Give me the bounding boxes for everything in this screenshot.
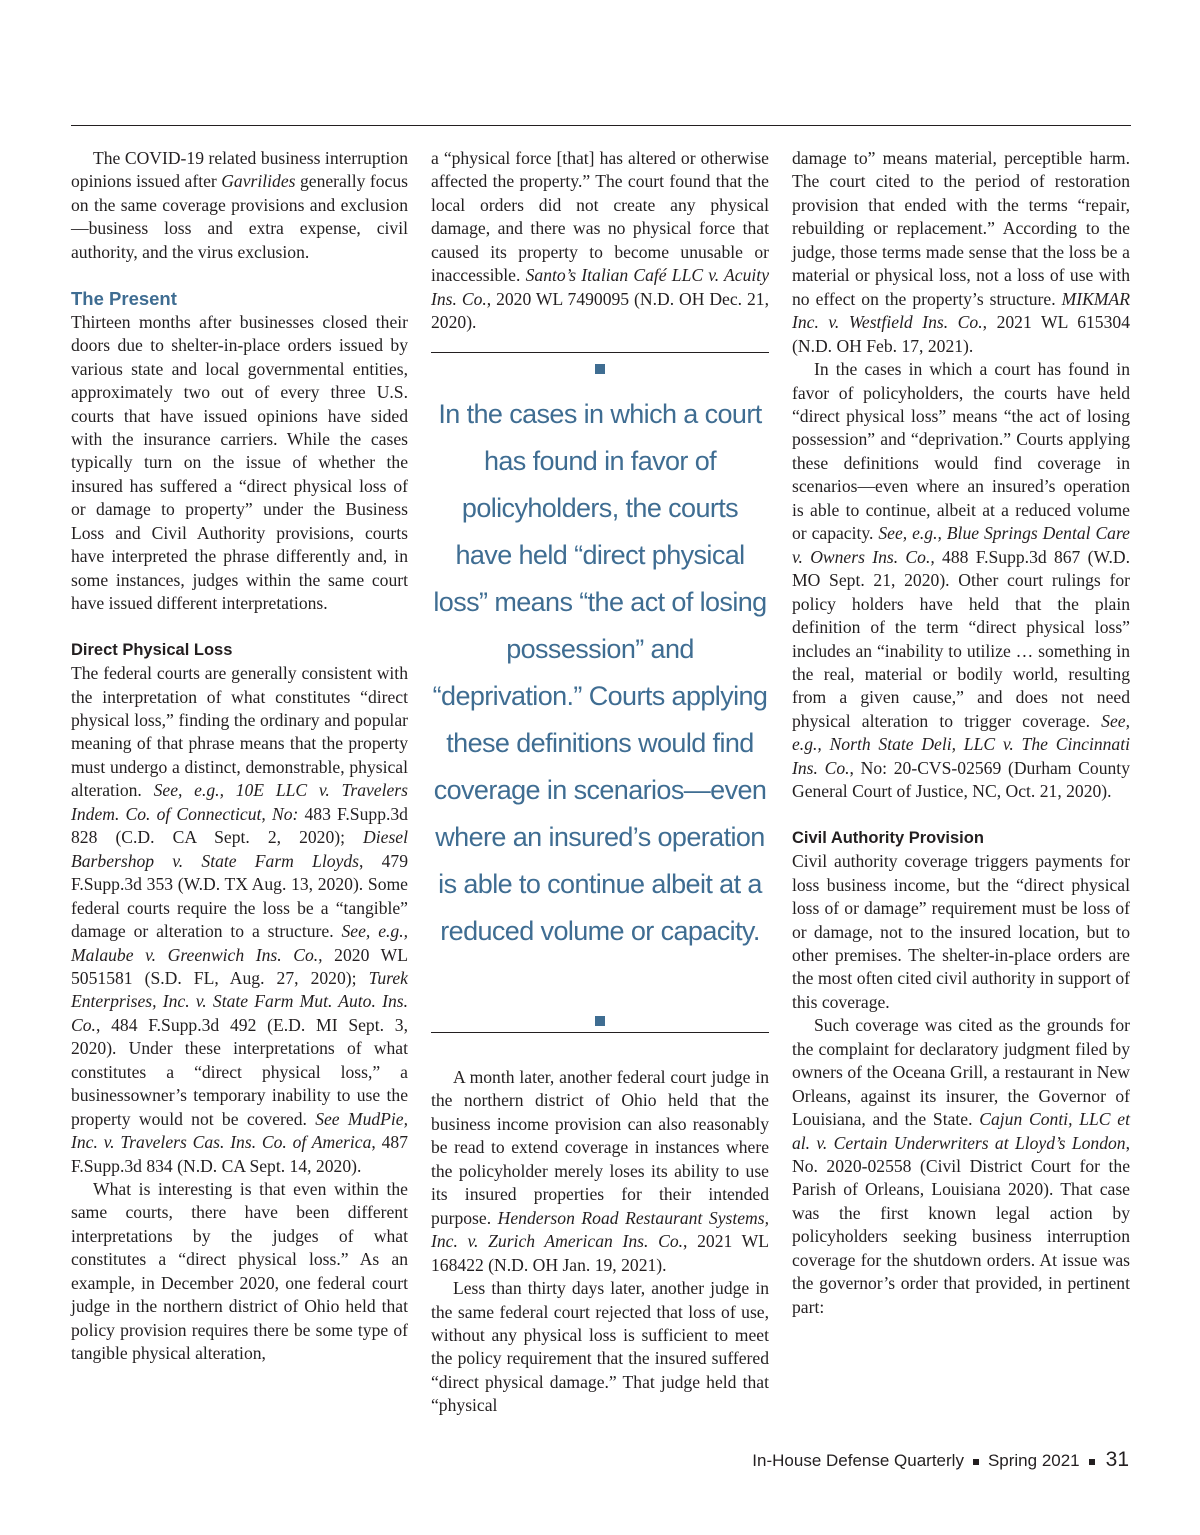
- pull-quote-bottom-rule: [431, 1032, 769, 1033]
- pull-quote-top-square-icon: [595, 364, 605, 374]
- top-rule: [71, 125, 1131, 126]
- column-1: [71, 147, 408, 1366]
- subheading-direct-physical-loss: Direct Physical Loss: [71, 640, 233, 659]
- favor-of-policyholders-paragraph: In the cases in which a court has found in favor of policyholders, the courts have held “direct physical loss” means “the act of losing possession” and “deprivation.” Courts applying these definitions would find coverage in scenarios—even where an insured’s operation is able to continue, albeit at a reduced volume or capacity. See, e.g., Blue Springs Dental Care v. Owners Ins. Co., 488 F.Supp.3d 867 (W.D. MO Sept. 21, 2020). Other court rulings for policy holders have held that the plain definition of the term “direct physical loss” includes an “inability to utilize … something in the real, material or bodily world, resulting from a given cause,” and does not need physical alteration to trigger coverage. See, e.g., North State Deli, LLC v. The Cincinnati Ins. Co., No: 20-CVS-02569 (Durham County General Court of Justice, NC, Oct. 21, 2020).: [792, 359, 1130, 802]
- pull-quote-top-rule: [431, 352, 769, 353]
- pull-quote: [431, 352, 769, 1032]
- such-coverage-paragraph: Such coverage was cited as the grounds for the complaint for declaratory judgment filed by owners of the Oceana Grill, a restaurant in New Orleans, against its insurer, the Governor of Louisiana, and the State. Cajun Conti, LLC et al. v. Certain Underwriters at Lloyd’s London, No. 2020-02558 (Civil District Court for the Parish of Orleans, Louisiana 2020). That case was the first known legal action by policyholders seeking business interruption coverage for the shutdown orders. At issue was the governor’s order that provided, in pertinent part:: [792, 1015, 1130, 1317]
- publication-name: In-House Defense Quarterly: [752, 1451, 964, 1470]
- continued-paragraph: a “physical force [that] has altered or otherwise affected the property.” The court found that the local orders did not create any physical damage, and there was no physical force that caused its property to become unusable or inaccessible. Santo’s Italian Café LLC v. Acuity Ins. Co., 2020 WL 7490095 (N.D. OH Dec. 21, 2020).: [431, 148, 769, 333]
- page-number: 31: [1105, 1448, 1129, 1471]
- month-later-paragraph: A month later, another federal court judge in the northern district of Ohio held that the business income provision can also reasonably be read to extend coverage in instances where the policyholder merely loses its ability to use its insured properties for their intended purpose. Henderson Road Restaurant Systems, Inc. v. Zurich American Ins. Co., 2021 WL 168422 (N.D. OH Jan. 19, 2021).: [431, 1067, 770, 1275]
- present-paragraph: Thirteen months after businesses closed their doors due to shelter-in-place orders issued by various state and local governmental entities, approximately two out of every three U.S. courts that have issued opinions have sided with the insurance carriers. While the cases typically turn on the issue of whether the insured has suffered a “direct physical loss of or damage to property” under the Business Loss and Civil Authority provisions, courts have interpreted the phrase differently and, in some instances, judges within the same court have issued different interpretations.: [71, 311, 408, 614]
- pull-quote-bottom-square-icon: [595, 1016, 605, 1026]
- direct-physical-loss-paragraph: The federal courts are generally consistent with the interpretation of what constitutes “direct physical loss,” finding the ordinary and popular meaning of that phrase means that the property must undergo a distinct, demonstrable, physical alteration. See, e.g., 10E LLC v. Travelers Indem. Co. of Connecticut, No: 483 F.Supp.3d 828 (C.D. CA Sept. 2, 2020); Diesel Barbershop v. State Farm Lloyds, 479 F.Supp.3d 353 (W.D. TX Aug. 13, 2020). Some federal courts require the loss be a “tangible” damage or alteration to a structure. See, e.g., Malaube v. Greenwich Ins. Co., 2020 WL 5051581 (S.D. FL, Aug. 27, 2020); Turek Enterprises, Inc. v. State Farm Mut. Auto. Ins. Co., 484 F.Supp.3d 492 (E.D. MI Sept. 3, 2020). Under these interpretations of what constitutes a “direct physical loss,” a businessowner’s temporary inability to use the property would not be covered. See MudPie, Inc. v. Travelers Cas. Ins. Co. of America, 487 F.Supp.3d 834 (N.D. CA Sept. 14, 2020).: [71, 663, 408, 1176]
- interesting-paragraph: What is interesting is that even within the same courts, there have been different interpretations by the judges of what constitutes a “direct physical loss.” As an example, in December 2020, one federal court judge in the northern district of Ohio held that policy provision requires there be some type of tangible physical alteration,: [71, 1179, 408, 1364]
- column-2-lower: [431, 1066, 769, 1418]
- less-than-thirty-days-paragraph: Less than thirty days later, another judge in the same federal court rejected that loss of use, without any physical loss is sufficient to meet the policy requirement that the insured suffered “direct physical damage.” That judge held that “physical: [431, 1278, 769, 1416]
- column-2: [431, 147, 769, 335]
- pull-quote-text: In the cases in which a court has found in favor of policyholders, the courts have held “direct physical loss” means “the act of losing possession” and “deprivation.” Courts applying these definitions would find coverage in scenarios—even where an insured’s operation is able to continue albeit at a reduced volume or capacity.: [432, 399, 768, 946]
- bullet-separator-icon: [973, 1459, 979, 1465]
- section-heading-the-present: The Present: [71, 288, 177, 310]
- damage-to-paragraph: damage to” means material, perceptible harm. The court cited to the period of restoration provision that ended with the terms “repair, rebuilding or replacement.” According to the judge, those terms made sense that the loss be a material or physical loss, not a loss of use with no effect on the property’s structure. MIKMAR Inc. v. Westfield Ins. Co., 2021 WL 615304 (N.D. OH Feb. 17, 2021).: [792, 148, 1130, 356]
- issue-name: Spring 2021: [987, 1451, 1080, 1470]
- intro-paragraph: The COVID-19 related business interruption opinions issued after Gavrilides generally focus on the same coverage provisions and exclusion—business loss and extra expense, civil authority, and the virus exclusion.: [71, 148, 408, 262]
- column-3: [792, 147, 1130, 1319]
- civil-authority-paragraph: Civil authority coverage triggers payments for loss business income, but the “direct physical loss of or damage” requirement must be loss of or damage, not to the insured location, but to other premises. The shelter-in-place orders are the most often cited civil authority in support of this coverage.: [792, 851, 1130, 1012]
- bullet-separator-icon: [1089, 1459, 1095, 1465]
- subheading-civil-authority-provision: Civil Authority Provision: [792, 828, 984, 847]
- page-footer: [752, 1448, 1129, 1472]
